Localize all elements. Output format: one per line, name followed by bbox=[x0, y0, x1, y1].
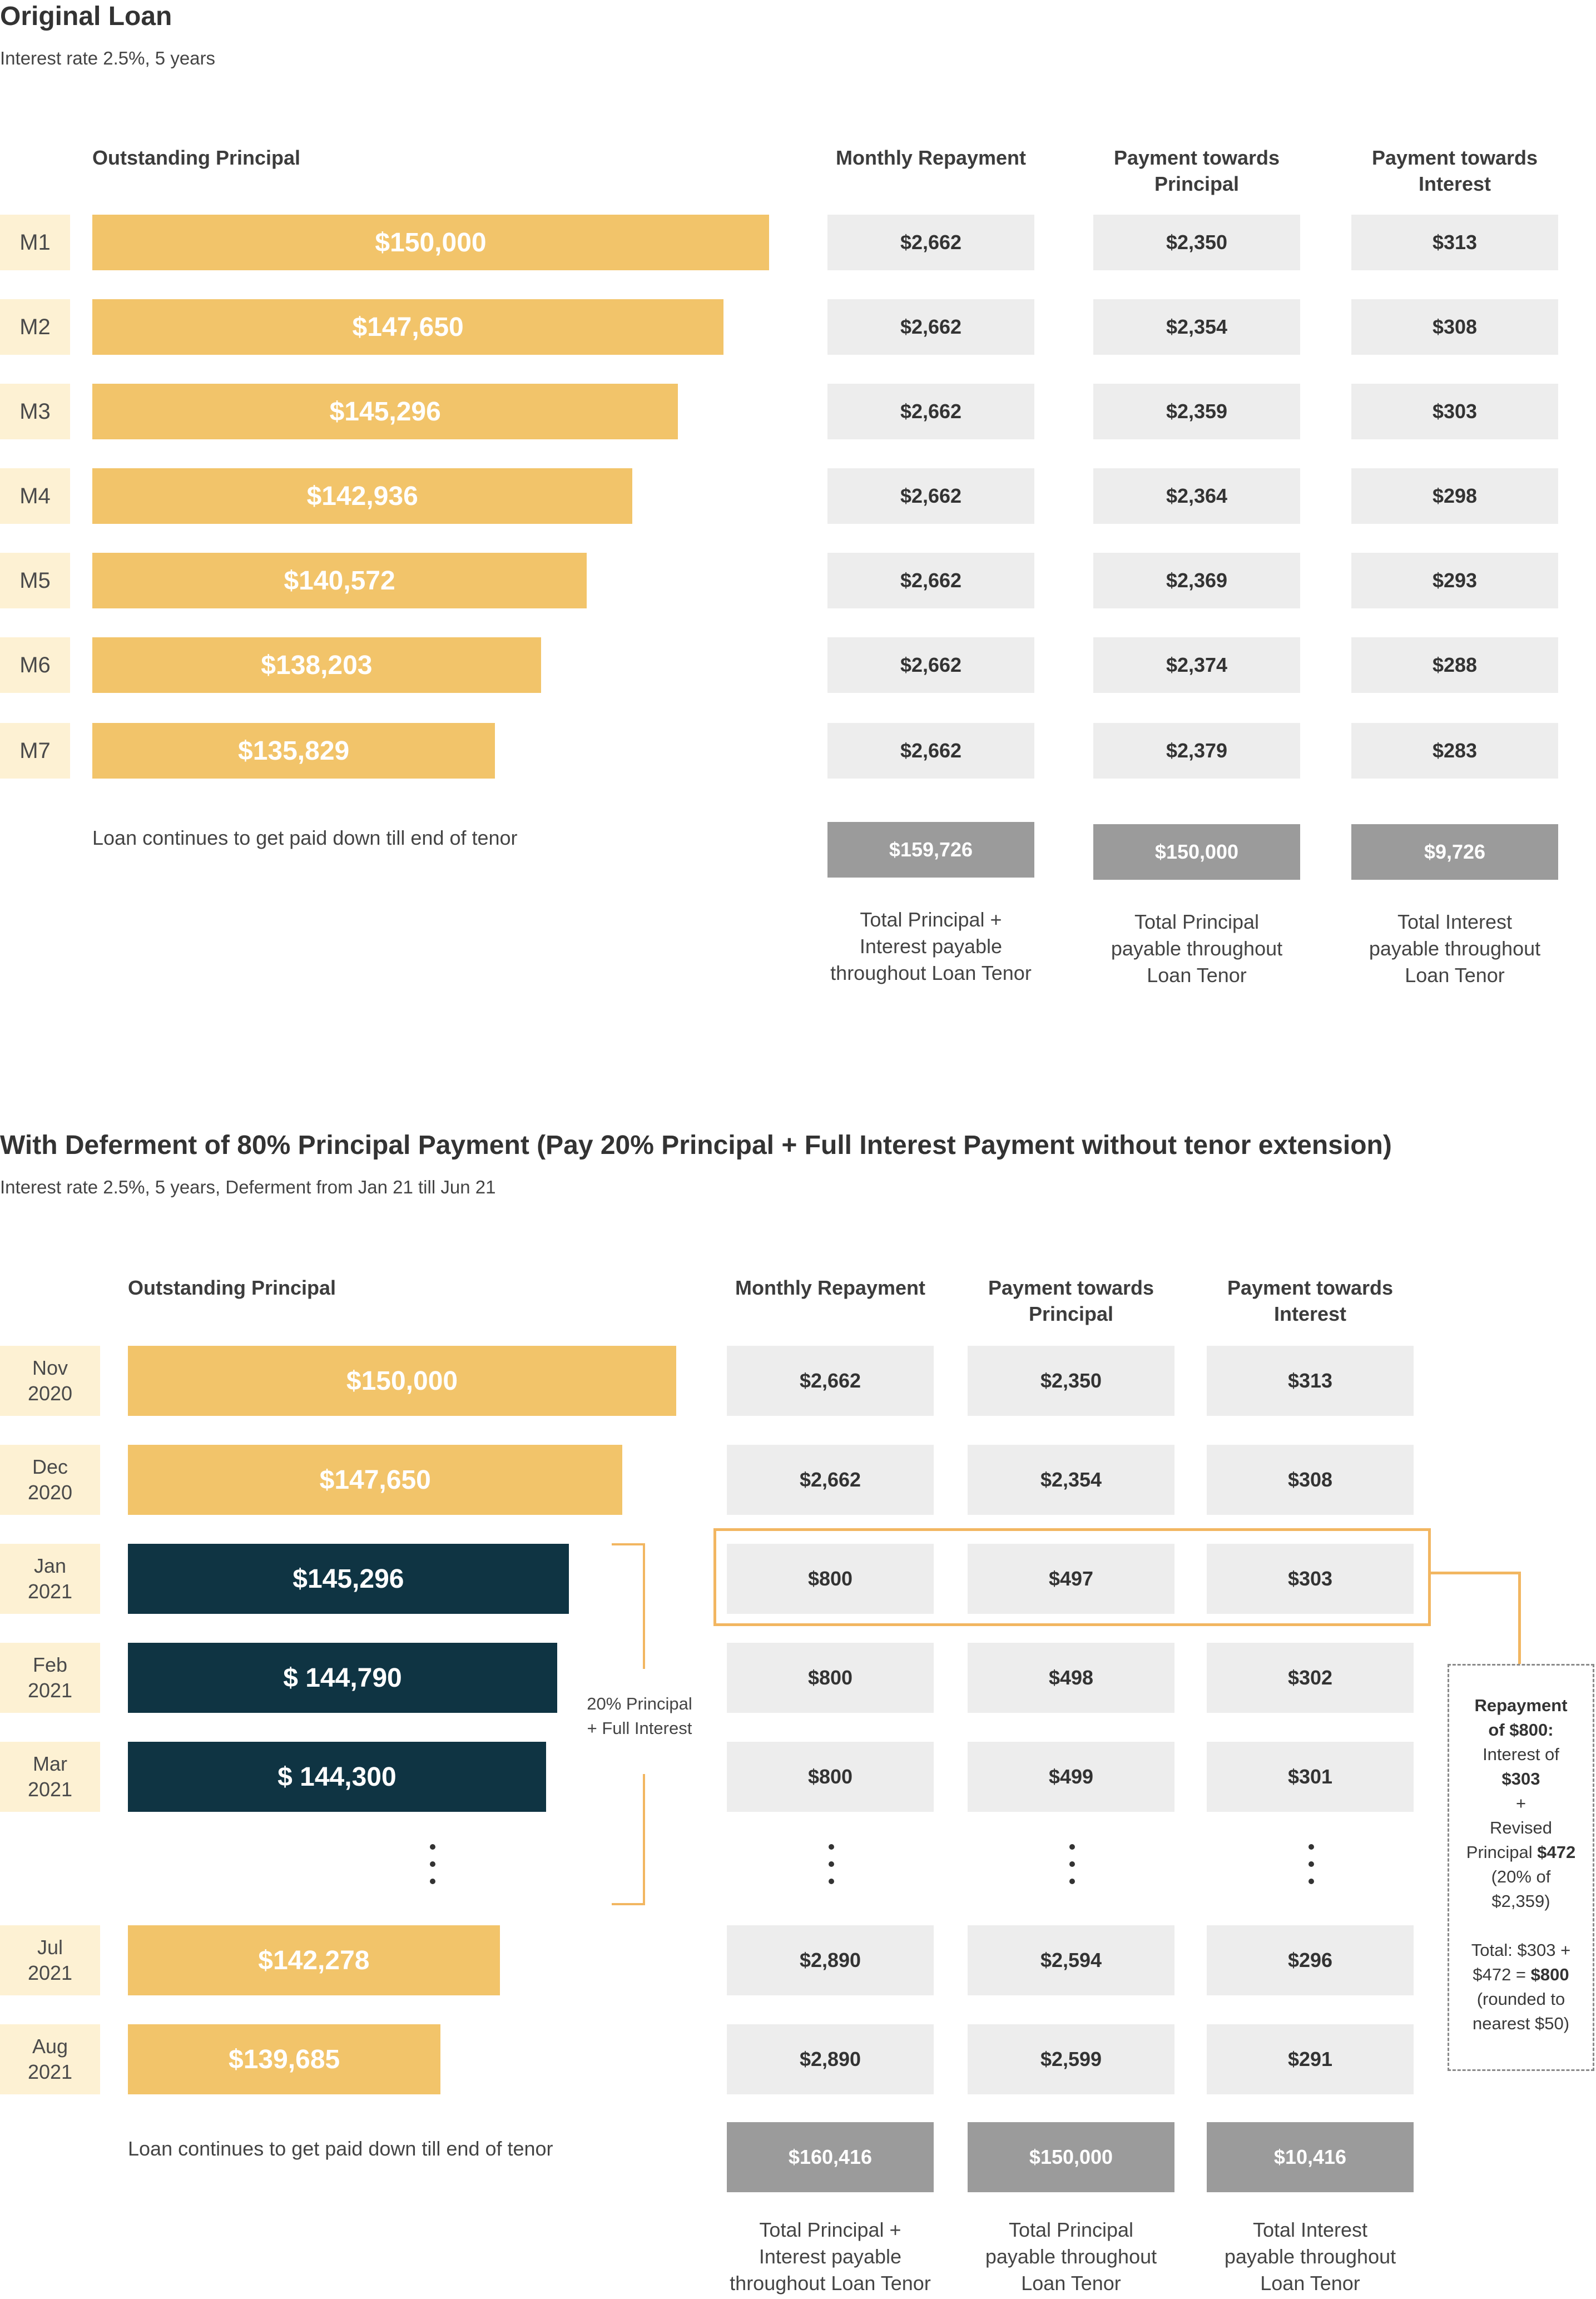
s1-header-monthly: Monthly Repayment bbox=[835, 146, 1027, 169]
bar-value-label: $ 144,790 bbox=[283, 1663, 402, 1693]
row-label: M7 bbox=[0, 723, 70, 779]
total-interest: $9,726 bbox=[1351, 824, 1558, 880]
s2-header-principal: Payment towards Principal bbox=[988, 1276, 1154, 1325]
monthly-repayment-cell: $2,662 bbox=[827, 299, 1034, 355]
bracket-top bbox=[612, 1543, 645, 1669]
interest-payment-cell: $303 bbox=[1207, 1544, 1414, 1614]
interest-payment-cell: $291 bbox=[1207, 2024, 1414, 2094]
total-principal-caption: Total Principal payable throughout Loan Tenor bbox=[985, 2218, 1157, 2295]
principal-payment-cell: $2,354 bbox=[1093, 299, 1300, 355]
monthly-repayment-cell: $2,662 bbox=[827, 637, 1034, 693]
total-principal: $150,000 bbox=[968, 2122, 1174, 2192]
principal-payment-cell: $2,369 bbox=[1093, 553, 1300, 608]
interest-payment-cell: $308 bbox=[1207, 1445, 1414, 1515]
principal-payment-cell: $2,359 bbox=[1093, 384, 1300, 439]
monthly-repayment-cell: $2,662 bbox=[827, 468, 1034, 524]
principal-payment-cell: $499 bbox=[968, 1742, 1174, 1812]
interest-payment-cell: $313 bbox=[1351, 215, 1558, 270]
monthly-repayment-cell: $2,662 bbox=[727, 1346, 934, 1416]
principal-payment-cell: $2,350 bbox=[1093, 215, 1300, 270]
bar-value-label: $139,685 bbox=[229, 2044, 340, 2074]
s1-header-principal: Payment towards Principal bbox=[1113, 146, 1280, 195]
total-repayment-caption: Total Principal + Interest payable throughout Loan Tenor bbox=[830, 908, 1032, 984]
interest-payment-cell: $283 bbox=[1351, 723, 1558, 779]
interest-payment-cell: $298 bbox=[1351, 468, 1558, 524]
monthly-repayment-cell: $2,662 bbox=[827, 553, 1034, 608]
principal-payment-cell: $2,354 bbox=[968, 1445, 1174, 1515]
repayment-callout: Repayment of $800: Interest of $303 + Revised Principal $472 (20% of $2,359) Total: $303 + $472 = $800 (rounded to nearest $50) bbox=[1448, 1664, 1594, 2071]
total-principal-caption: Total Principal payable throughout Loan Tenor bbox=[1111, 910, 1283, 987]
s2-header-monthly: Monthly Repayment bbox=[735, 1276, 926, 1299]
principal-bar bbox=[92, 553, 587, 608]
row-label: Jul 2021 bbox=[0, 1925, 100, 1995]
bar-value-label: $138,203 bbox=[261, 650, 373, 680]
deferred-principal-bar bbox=[128, 1742, 546, 1812]
bar-value-label: $150,000 bbox=[375, 227, 487, 257]
s2-bar-header: Outstanding Principal bbox=[128, 1276, 336, 1299]
principal-payment-cell: $2,350 bbox=[968, 1346, 1174, 1416]
row-label: Mar 2021 bbox=[0, 1742, 100, 1812]
row-label: M6 bbox=[0, 637, 70, 693]
bar-value-label: $140,572 bbox=[284, 566, 395, 596]
bar-ellipsis bbox=[429, 1844, 437, 1884]
monthly-repayment-cell: $2,890 bbox=[727, 2024, 934, 2094]
total-repayment: $159,726 bbox=[827, 822, 1034, 878]
principal-payment-cell: $2,379 bbox=[1093, 723, 1300, 779]
principal-bar bbox=[92, 468, 632, 524]
interest-payment-cell: $296 bbox=[1207, 1925, 1414, 1995]
total-interest: $10,416 bbox=[1207, 2122, 1414, 2192]
connector-vertical bbox=[1518, 1572, 1521, 1664]
interest-payment-cell: $301 bbox=[1207, 1742, 1414, 1812]
bracket-bottom bbox=[612, 1774, 645, 1905]
row-label: M5 bbox=[0, 553, 70, 608]
bar-value-label: $145,296 bbox=[293, 1564, 404, 1594]
total-interest-caption: Total Interest payable throughout Loan Tenor bbox=[1369, 910, 1541, 987]
row-label: Feb 2021 bbox=[0, 1643, 100, 1713]
interest-payment-cell: $288 bbox=[1351, 637, 1558, 693]
row-label: Nov 2020 bbox=[0, 1346, 100, 1416]
principal-payment-cell: $2,599 bbox=[968, 2024, 1174, 2094]
section1-title: Original Loan bbox=[0, 2, 172, 31]
s1-footnote: Loan continues to get paid down till end of tenor bbox=[92, 826, 518, 849]
interest-payment-cell: $303 bbox=[1351, 384, 1558, 439]
principal-bar bbox=[128, 1346, 676, 1416]
monthly-repayment-cell: $2,662 bbox=[827, 384, 1034, 439]
connector-horizontal bbox=[1431, 1572, 1521, 1574]
row-label: Dec 2020 bbox=[0, 1445, 100, 1515]
monthly-repayment-cell: $800 bbox=[727, 1643, 934, 1713]
bar-value-label: $142,936 bbox=[306, 481, 418, 511]
principal-bar bbox=[92, 384, 678, 439]
principal-bar bbox=[128, 2024, 440, 2094]
bar-value-label: $147,650 bbox=[319, 1465, 431, 1495]
principal-bar bbox=[92, 215, 769, 270]
principal-payment-cell: $497 bbox=[968, 1544, 1174, 1614]
principal-bar bbox=[128, 1925, 500, 1995]
section2-subtitle: Interest rate 2.5%, 5 years, Deferment from Jan 21 till Jun 21 bbox=[0, 1177, 496, 1197]
deferred-principal-bar bbox=[128, 1643, 557, 1713]
row-label: M4 bbox=[0, 468, 70, 524]
deferred-principal-bar bbox=[128, 1544, 569, 1614]
interest-payment-cell: $293 bbox=[1351, 553, 1558, 608]
monthly-repayment-cell: $2,662 bbox=[827, 723, 1034, 779]
monthly-repayment-cell: $800 bbox=[727, 1742, 934, 1812]
total-repayment-caption: Total Principal + Interest payable throughout Loan Tenor bbox=[730, 2218, 931, 2295]
bar-value-label: $147,650 bbox=[352, 312, 464, 342]
interest-ellipsis bbox=[1307, 1844, 1315, 1884]
principal-payment-cell: $2,594 bbox=[968, 1925, 1174, 1995]
principal-bar bbox=[92, 637, 541, 693]
principal-payment-cell: $2,364 bbox=[1093, 468, 1300, 524]
section2-title: With Deferment of 80% Principal Payment (Pay 20% Principal + Full Interest Payment without tenor extension) bbox=[0, 1131, 1392, 1160]
monthly-ellipsis bbox=[827, 1844, 835, 1884]
row-label: M1 bbox=[0, 215, 70, 270]
interest-payment-cell: $302 bbox=[1207, 1643, 1414, 1713]
monthly-repayment-cell: $2,662 bbox=[727, 1445, 934, 1515]
bar-value-label: $145,296 bbox=[329, 397, 441, 427]
section1-subtitle: Interest rate 2.5%, 5 years bbox=[0, 48, 216, 68]
row-label: Aug 2021 bbox=[0, 2024, 100, 2094]
row-label: M3 bbox=[0, 384, 70, 439]
principal-payment-cell: $498 bbox=[968, 1643, 1174, 1713]
interest-payment-cell: $308 bbox=[1351, 299, 1558, 355]
principal-payment-cell: $2,374 bbox=[1093, 637, 1300, 693]
interest-payment-cell: $313 bbox=[1207, 1346, 1414, 1416]
bar-value-label: $142,278 bbox=[258, 1945, 370, 1975]
jan-highlight-box bbox=[713, 1528, 1431, 1626]
monthly-repayment-cell: $800 bbox=[727, 1544, 934, 1614]
principal-bar bbox=[92, 723, 495, 779]
monthly-repayment-cell: $2,662 bbox=[827, 215, 1034, 270]
total-repayment: $160,416 bbox=[727, 2122, 934, 2192]
bar-value-label: $ 144,300 bbox=[277, 1762, 396, 1792]
monthly-repayment-cell: $2,890 bbox=[727, 1925, 934, 1995]
s1-header-interest: Payment towards Interest bbox=[1371, 146, 1538, 195]
s2-header-interest: Payment towards Interest bbox=[1227, 1276, 1394, 1325]
s1-bar-header: Outstanding Principal bbox=[92, 146, 301, 169]
principal-ellipsis bbox=[1068, 1844, 1076, 1884]
bar-value-label: $135,829 bbox=[238, 736, 350, 766]
row-label: Jan 2021 bbox=[0, 1544, 100, 1614]
s2-footnote: Loan continues to get paid down till end of tenor bbox=[128, 2137, 553, 2160]
principal-bar bbox=[92, 299, 723, 355]
row-label: M2 bbox=[0, 299, 70, 355]
bar-value-label: $150,000 bbox=[346, 1366, 458, 1396]
total-principal: $150,000 bbox=[1093, 824, 1300, 880]
principal-bar bbox=[128, 1445, 622, 1515]
total-interest-caption: Total Interest payable throughout Loan Tenor bbox=[1224, 2218, 1396, 2295]
bracket-label: 20% Principal + Full Interest bbox=[587, 1694, 692, 1738]
